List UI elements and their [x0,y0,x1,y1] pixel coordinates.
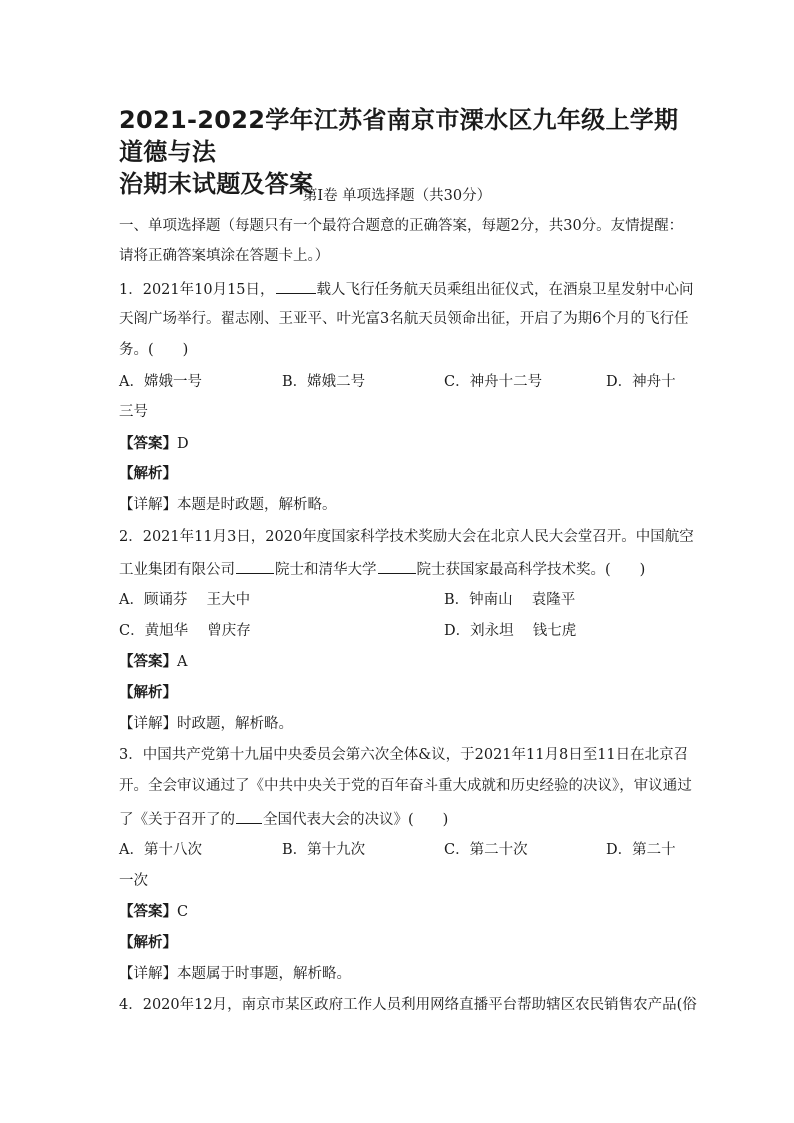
q1-option-b: B．嫦娥二号 [282,374,366,390]
q2-option-a: A．顾诵芬 王大中 [119,592,251,608]
question-1-line-1: 1．2021年10月15日， 载人飞行任务航天员乘组出征仪式，在酒泉卫星发射中心问 [119,278,689,300]
q3-option-b: B．第十九次 [282,842,366,858]
answer-blank [276,278,316,294]
q2-detail: 【详解】时政题，解析略。 [119,716,293,732]
q1-analysis: 【解析】 [119,465,177,482]
q3-option-d: D．第二十 [606,842,676,858]
instructions-line-2: 请将正确答案填涂在答题卡上。） [119,248,330,264]
q1-answer: 【答案】D [119,435,189,452]
q1-option-d-continued: 三号 [119,404,148,420]
q3-answer: 【答案】C [119,903,189,920]
instructions-line-1: 一、单项选择题（每题只有一个最符合题意的正确答案，每题2分，共30分。友情提醒： [119,218,684,234]
section-header: 第Ⅰ卷 单项选择题（共30分） [302,188,492,204]
question-2-line-1: 2．2021年11月3日，2020年度国家科学技术奖励大会在北京人民大会堂召开。中国航空 [119,529,694,545]
answer-blank [236,808,262,824]
q2-analysis: 【解析】 [119,684,177,701]
q3-option-d-continued: 一次 [119,873,148,889]
q1-detail: 【详解】本题是时政题，解析略。 [119,497,337,513]
question-1-line-2: 天阁广场举行。翟志刚、王亚平、叶光富3名航天员领命出征，开启了为期6个月的飞行任 [119,311,689,327]
answer-blank [378,558,416,574]
question-1-line-3: 务。( ) [119,342,189,358]
question-3-line-2: 开。全会审议通过了《中共中央关于党的百年奋斗重大成就和历史经验的决议》，审议通过 [119,778,692,794]
q3-option-a: A．第十八次 [119,842,202,858]
q3-detail: 【详解】本题属于时事题，解析略。 [119,966,351,982]
q2-option-d: D．刘永坦 钱七虎 [444,623,577,639]
q2-answer: 【答案】A [119,653,188,670]
q1-option-a: A．嫦娥一号 [119,374,202,390]
document-title: 2021-2022学年江苏省南京市溧水区九年级上学期道德与法 治期末试题及答案 [119,106,679,198]
q2-option-c: C．黄旭华 曾庆存 [119,623,251,639]
q3-option-c: C．第二十次 [444,842,528,858]
q1-option-d: D．神舟十 [606,374,676,390]
question-3-line-1: 3．中国共产党第十九届中央委员会第六次全体&议，于2021年11月8日至11日在北京召 [119,747,689,763]
answer-blank [236,558,274,574]
question-2-line-2: 工业集团有限公司 院士和清华大学 院士获国家最高科学技术奖。( ) [119,558,689,580]
q1-option-c: C．神舟十二号 [444,374,543,390]
question-4-line-1: 4．2020年12月，南京市某区政府工作人员利用网络直播平台帮助辖区农民销售农产品(俗 [119,997,697,1013]
q2-option-b: B．钟南山 袁隆平 [444,592,576,608]
q3-analysis: 【解析】 [119,934,177,951]
question-3-line-3: 了《关于召开了的 全国代表大会的决议》( ) [119,808,689,830]
